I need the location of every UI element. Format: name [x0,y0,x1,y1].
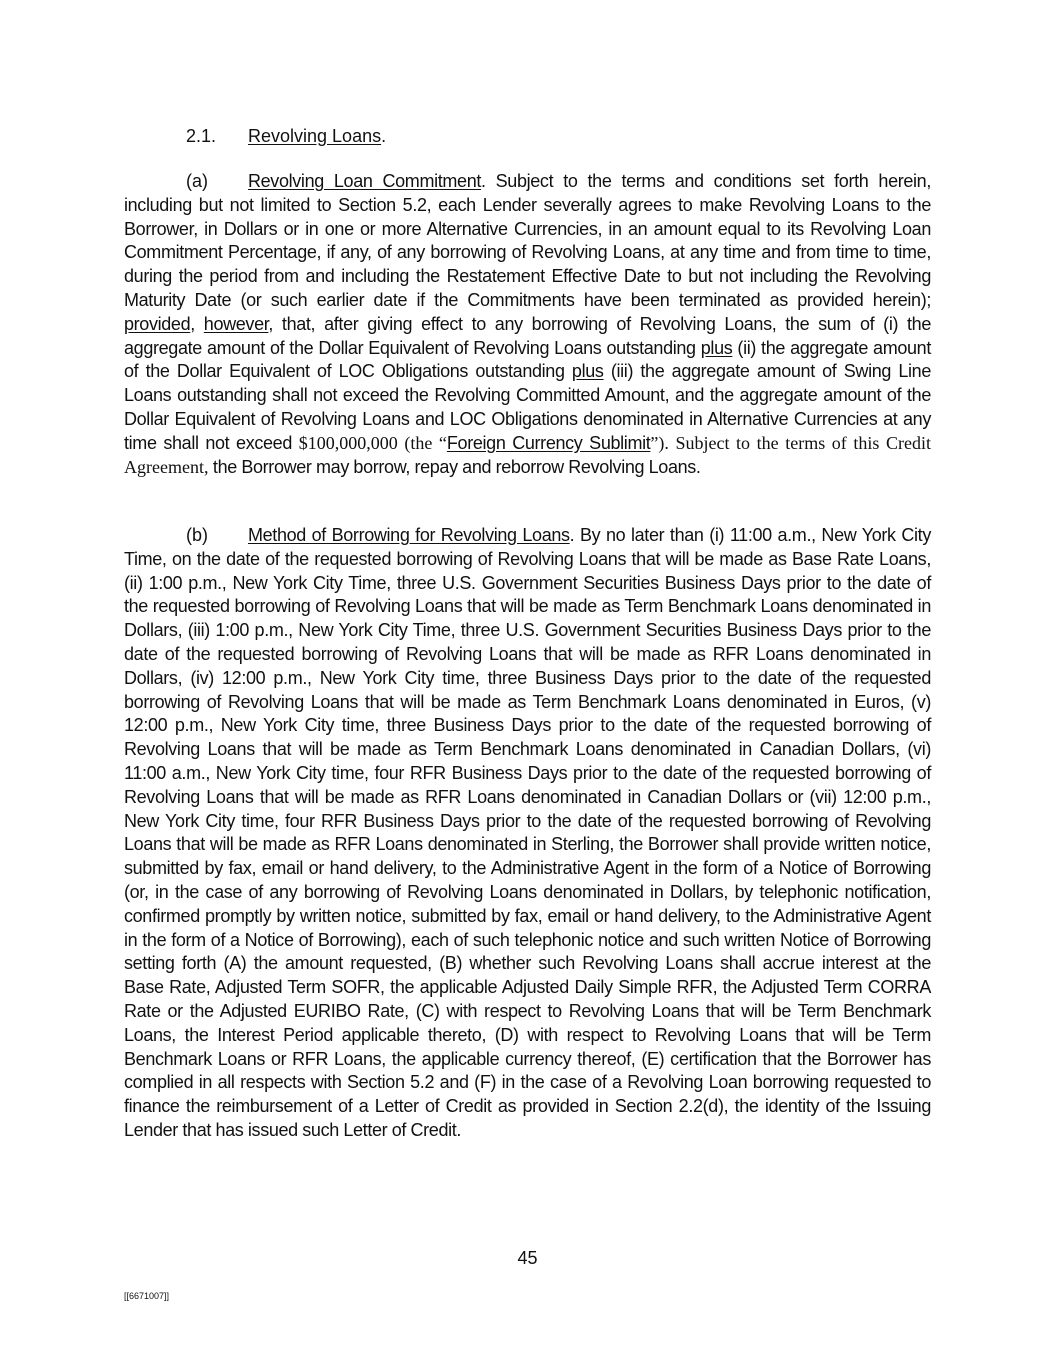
page-number: 45 [517,1248,538,1268]
paragraph-a-serif-2: ”). Subject to the terms of this Credit Agreement, [124,432,931,477]
paragraph-a-comma: , [190,313,204,334]
paragraph-a-text-1: . Subject to the terms and conditions set forth herein, including but not limited to Section 5.2, each Lender severally agrees to make Revolving Loans to the Borrower, in Dollars or in one or more Alternative Currencies, in an amount equal to its Revolving Loan Commitment Percentage, if any, of any borrowing of Revolving Loans, at any time and from time to time, during the period from and including the Restatement Effective Date to but not including the Revolving Maturity Date (or such earlier date if the Commitments have been terminated as provided herein); [124,171,931,310]
paragraph-a-serif-1: $100,000,000 (the “ [298,432,447,453]
document-page [124,0,931,1365]
paragraph-a-text-2: , that, after giving effect to any borrowing of Revolving Loans, the sum of (i) the aggregate amount of the Dollar Equivalent of Revolving Loans outstanding [124,313,931,358]
paragraph-b [124,524,931,1143]
paragraph-b-label: (b) [186,525,208,545]
paragraph-a [124,170,931,479]
paragraph-a-text-5: the Borrower may borrow, repay and reborrow Revolving Loans. [208,456,701,477]
plus-term-2: plus [571,361,604,382]
however-term: however [203,313,269,334]
provided-term: provided [124,313,191,334]
paragraph-b-title: Method of Borrowing for Revolving Loans [248,525,570,545]
section-title-suffix: . [381,126,387,146]
section-number: 2.1. [186,126,217,146]
paragraph-b-text: . By no later than (i) 11:00 a.m., New York City Time, on the date of the requested borrowing of Revolving Loans that will be made as Base Rate Loans, (ii) 1:00 p.m., New York City Time, three U.S. Government Securities Business Days prior to the date of the requested borrowing of Revolving Loans that will be made as Term Benchmark Loans denominated in Dollars, (iii) 1:00 p.m., New York City Time, three U.S. Government Securities Business Days prior to the date of the requested borrowing of Revolving Loans that will be made as RFR Loans denominated in Dollars, (iv) 12:00 p.m., New York City time, three Business Days prior to the date of the requested borrowing of Revolving Loans that will be made as Term Benchmark Loans denominated in Euros, (v) 12:00 p.m., New York City time, three Business Days prior to the date of the requested borrowing of Revolving Loans that will be made as Term Benchmark Loans denominated in Canadian Dollars, (vi) 11:00 a.m., New York City time, four RFR Business Days prior to the date of the requested borrowing of Revolving Loans that will be made as RFR Loans denominated in Canadian Dollars or (vii) 12:00 p.m., New York City time, four RFR Business Days prior to the date of the requested borrowing of Revolving Loans that will be made as RFR Loans denominated in Sterling, the Borrower shall provide written notice, submitted by fax, email or hand delivery, to the Administrative Agent in the form of a Notice of Borrowing (or, in the case of any borrowing of Revolving Loans denominated in Dollars, by telephonic notification, confirmed promptly by written notice, submitted by fax, email or hand delivery, to the Administrative Agent in the form of a Notice of Borrowing), each of such telephonic notice and such written Notice of Borrowing setting forth (A) the amount requested, (B) whether such Revolving Loans shall accrue interest at the Base Rate, Adjusted Term SOFR, the applicable Adjusted Daily Simple RFR, the Adjusted Term CORRA Rate or the Adjusted EURIBO Rate, (C) with respect to Revolving Loans that will be Term Benchmark Loans, the Interest Period applicable thereto, (D) with respect to Revolving Loans that will be Term Benchmark Loans or RFR Loans, the applicable currency thereof, (E) certification that the Borrower has complied in all respects with Section 5.2 and (F) in the case of a Revolving Loan borrowing requested to finance the reimbursement of a Letter of Credit as provided in Section 2.2(d), the identity of the Issuing Lender that has issued such Letter of Credit. [124,525,931,1140]
paragraph-a-text-4: (iii) the aggregate amount of Swing Line Loans outstanding shall not exceed the Revolving Committed Amount, and the aggregate amount of the Dollar Equivalent of Revolving Loans and LOC Obligations denominated in Alternative Currencies at any time shall not exceed [124,361,931,453]
foreign-currency-sublimit-term: Foreign Currency Sublimit [446,432,651,453]
section-heading [186,124,386,148]
paragraph-a-text-3: (ii) the aggregate amount of the Dollar Equivalent of LOC Obligations outstanding [124,337,931,382]
plus-term-1: plus [700,337,733,358]
document-id: [[6671007]] [124,1291,170,1301]
section-title: Revolving Loans [248,126,382,146]
paragraph-a-title: Revolving Loan Commitment [248,171,482,191]
paragraph-a-label: (a) [186,171,208,191]
